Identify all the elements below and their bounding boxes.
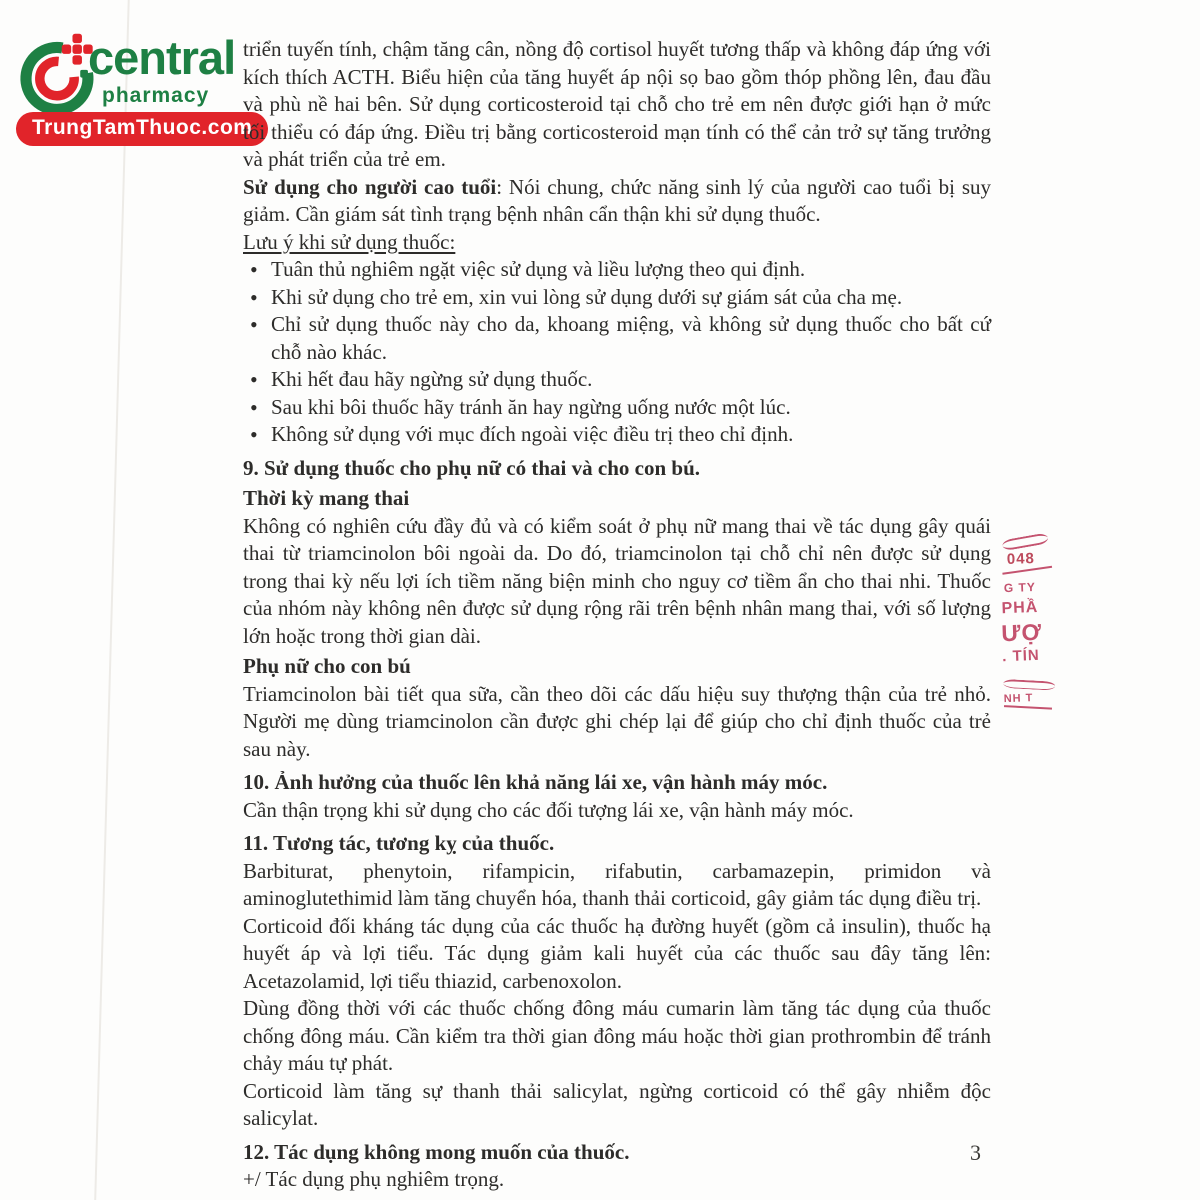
- sub-heading: Phụ nữ cho con bú: [243, 654, 411, 678]
- logo-brand-text: central: [88, 31, 236, 84]
- stamp-bottom-rule: [1004, 705, 1052, 710]
- stamp-text-fragment: NH T: [1003, 692, 1034, 706]
- paragraph: Triamcinolon bài tiết qua sữa, cần theo dõi các dấu hiệu suy thượng thận của trẻ nhỏ. Người mẹ dùng triamcinolon cần được ghi chép lại để giúp cho chỉ định thuốc của trẻ sau này.: [243, 681, 991, 761]
- paragraph: +/ Tác dụng phụ nghiêm trọng.: [243, 1167, 505, 1191]
- paragraph: Barbiturat, phenytoin, rifampicin, rifabutin, carbamazepin, primidon và aminoglutethimid làm tăng chuyển hóa, thanh thải corticoid, gây giảm tác dụng điều trị.: [243, 858, 991, 910]
- stamp-text-fragment: ƯỢ: [1000, 618, 1043, 647]
- stamp-text-fragment: . TÍN: [1001, 646, 1040, 666]
- section-heading: 12. Tác dụng không mong muốn của thuốc.: [243, 1139, 630, 1164]
- section-heading: 11. Tương tác, tương kỵ của thuốc.: [243, 831, 555, 855]
- document-body: [243, 36, 991, 1194]
- stamp-text-fragment: PHẦ: [1001, 598, 1039, 618]
- paragraph: triển tuyến tính, chậm tăng cân, nồng độ cortisol huyết tương thấp và không đáp ứng với kích thích ACTH. Biểu hiện của tăng huyết áp nội sọ bao gồm thóp phồng lên, đau đầu và phù nề hai bên. Sử dụng corticosteroid tại chỗ cho trẻ em nên được giới hạn ở mức tối thiểu có đáp ứng. Điều trị bằng corticosteroid mạn tính có thể cản trở sự tăng trưởng và phát triển của trẻ em.: [243, 37, 991, 171]
- bullet-item: • Chỉ sử dụng thuốc này cho da, khoang miệng, và không sử dụng thuốc cho bất cứ chỗ nào khác.: [271, 311, 991, 366]
- bullet-item: • Tuân thủ nghiêm ngặt việc sử dụng và liều lượng theo qui định.: [271, 256, 991, 284]
- stamp-bottom-border-lines: [1003, 679, 1055, 691]
- paragraph: Lưu ý khi sử dụng thuốc:: [243, 229, 456, 254]
- sub-heading: Thời kỳ mang thai: [243, 486, 410, 510]
- logo-website-banner: TrungTamThuoc.com: [16, 112, 268, 146]
- bullet-item: • Khi sử dụng cho trẻ em, xin vui lòng sử dụng dưới sự giám sát của cha mẹ.: [271, 284, 991, 312]
- stamp-text-fragment: G TY: [1003, 579, 1037, 596]
- paragraph: Dùng đồng thời với các thuốc chống đông máu cumarin làm tăng tác dụng của thuốc chống đông máu. Cần kiểm tra thời gian đông máu hoặc thời gian prothrombin để tránh chảy máu tự phát.: [243, 996, 991, 1075]
- section-heading: 9. Sử dụng thuốc cho phụ nữ có thai và cho con bú.: [243, 455, 700, 480]
- paragraph-lead: Sử dụng cho người cao tuổi: [243, 174, 497, 199]
- stamp-top-border-lines: [1002, 532, 1049, 551]
- page-number: 3: [970, 1140, 981, 1165]
- section-heading: 10. Ảnh hưởng của thuốc lên khả năng lái xe, vận hành máy móc.: [243, 770, 828, 794]
- scan-edge-line: [93, 0, 130, 1200]
- logo-tagline-text: pharmacy: [102, 84, 210, 107]
- pharmacy-logo: [12, 28, 253, 146]
- bullet-item: • Không sử dụng với mục đích ngoài việc điều trị theo chỉ định.: [271, 421, 991, 449]
- paragraph: Corticoid đối kháng tác dụng của các thuốc hạ đường huyết (gồm cả insulin), thuốc hạ huyết áp và lợi tiểu. Tác dụng giảm kali huyết của các thuốc sau đây tăng lên: Acetazolamid, lợi tiểu thiazid, carbenoxolon.: [243, 913, 991, 993]
- paragraph: Cần thận trọng khi sử dụng cho các đối tượng lái xe, vận hành máy móc.: [243, 797, 854, 822]
- paragraph: Sử dụng cho người cao tuổi: Nói chung, chức năng sinh lý của người cao tuổi bị suy giảm. Cần giám sát tình trạng bệnh nhân cẩn thận khi sử dụng thuốc.: [243, 174, 992, 226]
- paragraph: Không có nghiên cứu đầy đủ và có kiểm soát ở phụ nữ mang thai về tác dụng gây quái thai từ triamcinolon bôi ngoài da. Do đó, triamcinolon tại chỗ chỉ nên được sử dụng trong thai kỳ nếu lợi ích tiềm năng biện minh cho nguy cơ tiềm ẩn cho thai nhi. Thuốc của nhóm này không nên được sử dụng rộng rãi trên bệnh nhân mang thai, với số lượng lớn hoặc trong thời gian dài.: [243, 513, 991, 648]
- bullet-list: [243, 256, 991, 449]
- paragraph: Corticoid làm tăng sự thanh thải salicylat, ngừng corticoid có thể gây nhiễm độc salicylat.: [243, 1078, 991, 1130]
- stamp-code: 048: [1006, 550, 1036, 568]
- bullet-item: • Sau khi bôi thuốc hãy tránh ăn hay ngừng uống nước một lúc.: [271, 394, 991, 422]
- red-ink-stamp: [998, 535, 1074, 707]
- bullet-item: • Khi hết đau hãy ngừng sử dụng thuốc.: [271, 366, 991, 394]
